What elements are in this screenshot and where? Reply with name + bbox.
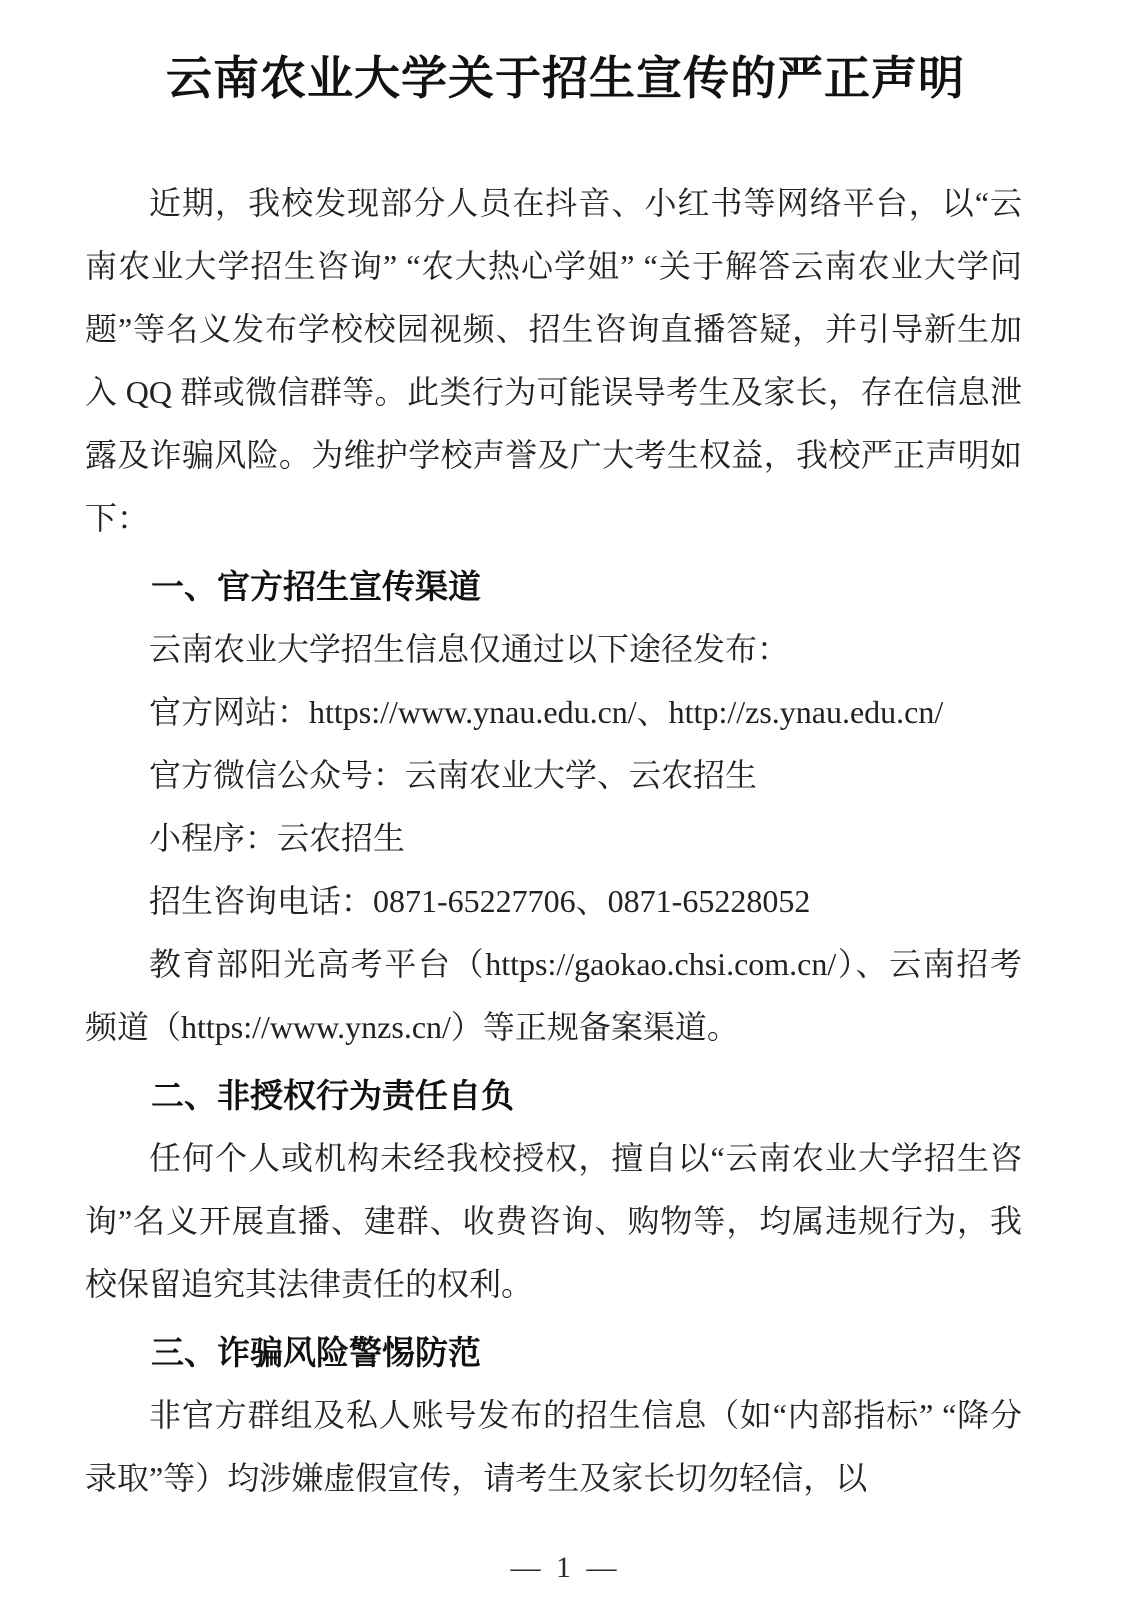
section-1-paragraph-phone-numbers: 招生咨询电话：0871-65227706、0871-65228052 xyxy=(149,883,811,919)
document-body xyxy=(85,172,1022,1510)
document-title: 云南农业大学关于招生宣传的严正声明 xyxy=(166,52,965,104)
section-3-paragraph-fraud-warning: 非官方群组及私人账号发布的招生信息（如“内部指标” “降分录取”等）均涉嫌虚假宣传，请考生及家长切勿轻信，以 xyxy=(85,1397,1022,1496)
section-2-heading: 二、非授权行为责任自负 xyxy=(151,1077,514,1114)
section-1-paragraph-wechat-accounts: 官方微信公众号：云南农业大学、云农招生 xyxy=(149,757,758,793)
intro-paragraph: 近期，我校发现部分人员在抖音、小红书等网络平台，以“云南农业大学招生咨询” “农大热心学姐” “关于解答云南农业大学问题”等名义发布学校校园视频、招生咨询直播答疑，并引导新生加入 QQ 群或微信群等。此类行为可能误导考生及家长，存在信息泄露及诈骗风险。为维护学校声誉及广大考生权益，我校严正声明如下： xyxy=(85,185,1022,536)
section-1-paragraph-official-websites: 官方网站：https://www.ynau.edu.cn/、http://zs.ynau.edu.cn/ xyxy=(149,694,944,730)
section-2-paragraph-unauthorized-liability: 任何个人或机构未经我校授权，擅自以“云南农业大学招生咨询”名义开展直播、建群、收费咨询、购物等，均属违规行为，我校保留追究其法律责任的权利。 xyxy=(85,1140,1022,1302)
section-1-paragraph-mini-program: 小程序：云农招生 xyxy=(149,820,406,856)
section-1-paragraph-channels-intro: 云南农业大学招生信息仅通过以下途径发布： xyxy=(149,631,790,667)
section-1-paragraph-gaokao-platforms: 教育部阳光高考平台（https://gaokao.chsi.com.cn/）、云南招考频道（https://www.ynzs.cn/）等正规备案渠道。 xyxy=(85,946,1022,1045)
page-number: — 1 — xyxy=(510,1551,621,1584)
section-1-heading: 一、官方招生宣传渠道 xyxy=(151,568,481,605)
section-3-heading: 三、诈骗风险警惕防范 xyxy=(151,1334,481,1371)
